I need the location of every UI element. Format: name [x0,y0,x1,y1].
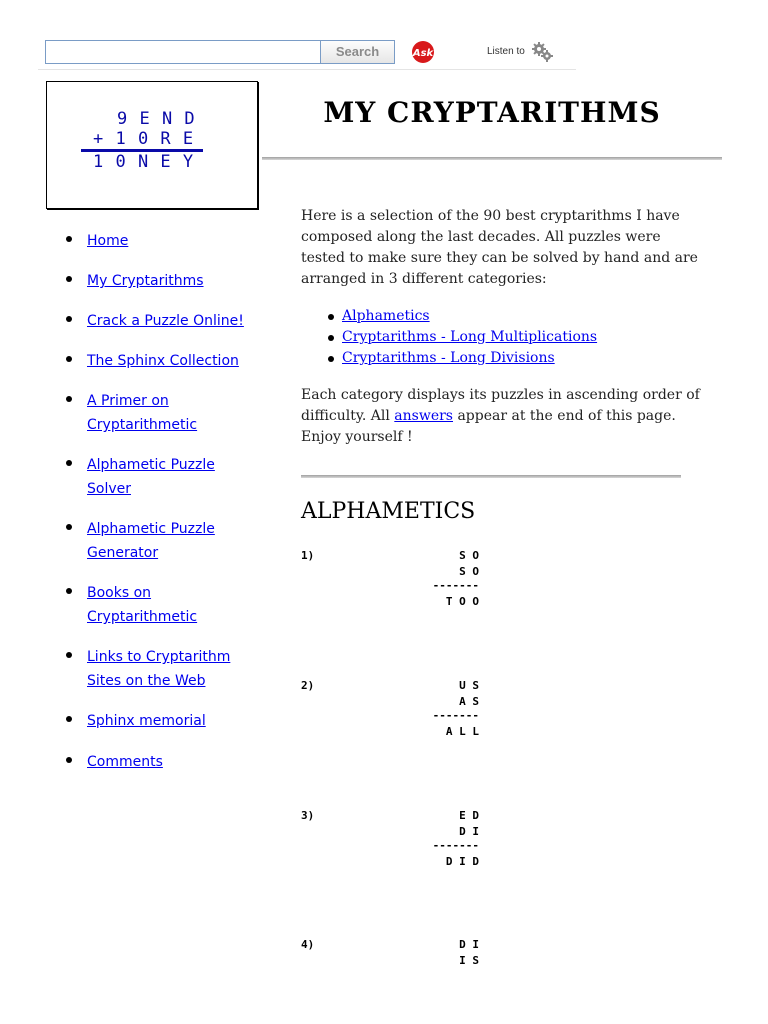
nav-link[interactable] [87,349,239,373]
category-link[interactable]: Cryptarithms - Long Multiplications [342,329,598,345]
puzzle-line: S O [459,549,479,562]
category-item [301,348,597,369]
nav-link-line: Crack a Puzzle Online! [87,313,244,329]
puzzle-line: D I [459,825,479,838]
category-list [301,306,597,369]
nav-link[interactable] [87,645,230,693]
puzzle-line: U S [459,679,479,692]
puzzle-line: T O O [445,595,479,608]
ask-logo-icon[interactable] [410,40,436,64]
puzzle-line: D I D [445,855,479,868]
section-divider [301,475,681,478]
puzzle-number: 4) [301,938,315,951]
listen-label[interactable]: Listen to [487,46,525,57]
category-item [301,327,597,348]
nav-link[interactable] [87,453,215,501]
nav-link-line: Books on [87,585,152,601]
category-link[interactable]: Cryptarithms - Long Divisions [342,350,555,366]
bullet-icon [328,356,334,362]
section-title: ALPHAMETICS [301,499,476,524]
logo-line-2: + 1 0 R E [93,129,195,149]
puzzle-line: A S [459,695,479,708]
nav-link[interactable] [87,229,128,253]
puzzle-line: ------- [432,579,479,592]
nav-link-line: Sites on the Web [87,673,206,689]
nav-link-line: Solver [87,481,131,497]
puzzle-number: 2) [301,679,315,692]
puzzle-line: ------- [432,839,479,852]
title-divider [262,157,722,160]
nav-link[interactable] [87,269,204,293]
bullet-icon [66,236,72,242]
ask-logo-text: Ask [412,48,434,59]
search-input[interactable] [45,40,321,64]
intro-paragraph: Here is a selection of the 90 best cryptarithms I have composed along the last decades. All puzzles were tested to make sure they can be solved by hand and are arranged in 3 different categories: [301,208,698,287]
category-item [301,306,597,327]
description-paragraph: Each category displays its puzzles in ascending order of difficulty. All answers appear at the end of this page. Enjoy yourself ! [301,387,700,445]
nav-link-line: Alphametic Puzzle [87,521,215,537]
logo-line-3: 1 0 N E Y [93,152,195,172]
nav-link-line: Alphametic Puzzle [87,457,215,473]
puzzle-line: D I [459,938,479,951]
bullet-icon [66,524,72,530]
puzzle-line: A L L [445,725,479,738]
bullet-icon [66,460,72,466]
nav-link[interactable] [87,389,197,437]
nav-link-line: The Sphinx Collection [87,353,239,369]
bullet-icon [66,356,72,362]
puzzle-number: 1) [301,549,315,562]
nav-link-line: Cryptarithmetic [87,417,198,433]
bullet-icon [66,396,72,402]
bullet-icon [66,276,72,282]
page-title: MY CRYPTARITHMS [323,96,661,129]
bullet-icon [66,652,72,658]
bullet-icon [328,335,334,341]
nav-link[interactable] [87,309,244,333]
category-link[interactable]: Alphametics [342,308,430,324]
nav-link-line: Cryptarithmetic [87,609,198,625]
nav-link-line: Comments [87,754,163,770]
nav-link-line: Generator [87,545,159,561]
nav-link-line: Links to Cryptarithm [87,649,231,665]
nav-link[interactable] [87,709,206,733]
answers-link[interactable]: answers [394,408,453,424]
logo-line-1: 9 E N D [117,109,196,129]
nav-link[interactable] [87,517,215,565]
gear-icon[interactable] [530,40,554,64]
puzzle-line: ------- [432,709,479,722]
nav-link-line: My Cryptarithms [87,273,204,289]
nav-link[interactable] [87,581,197,629]
toolbar-divider [38,69,576,70]
nav-link-line: A Primer on [87,393,169,409]
bullet-icon [66,588,72,594]
bullet-icon [66,716,72,722]
puzzle-line: E D [459,809,479,822]
bullet-icon [328,314,334,320]
nav-link-line: Home [87,233,129,249]
bullet-icon [66,316,72,322]
puzzle-number: 3) [301,809,315,822]
site-logo [46,81,258,209]
puzzle-line: S O [459,565,479,578]
bullet-icon [66,757,72,763]
search-button[interactable]: Search [321,40,395,64]
nav-link-line: Sphinx memorial [87,713,206,729]
puzzle-line: I S [459,954,479,967]
nav-link[interactable] [87,750,163,774]
